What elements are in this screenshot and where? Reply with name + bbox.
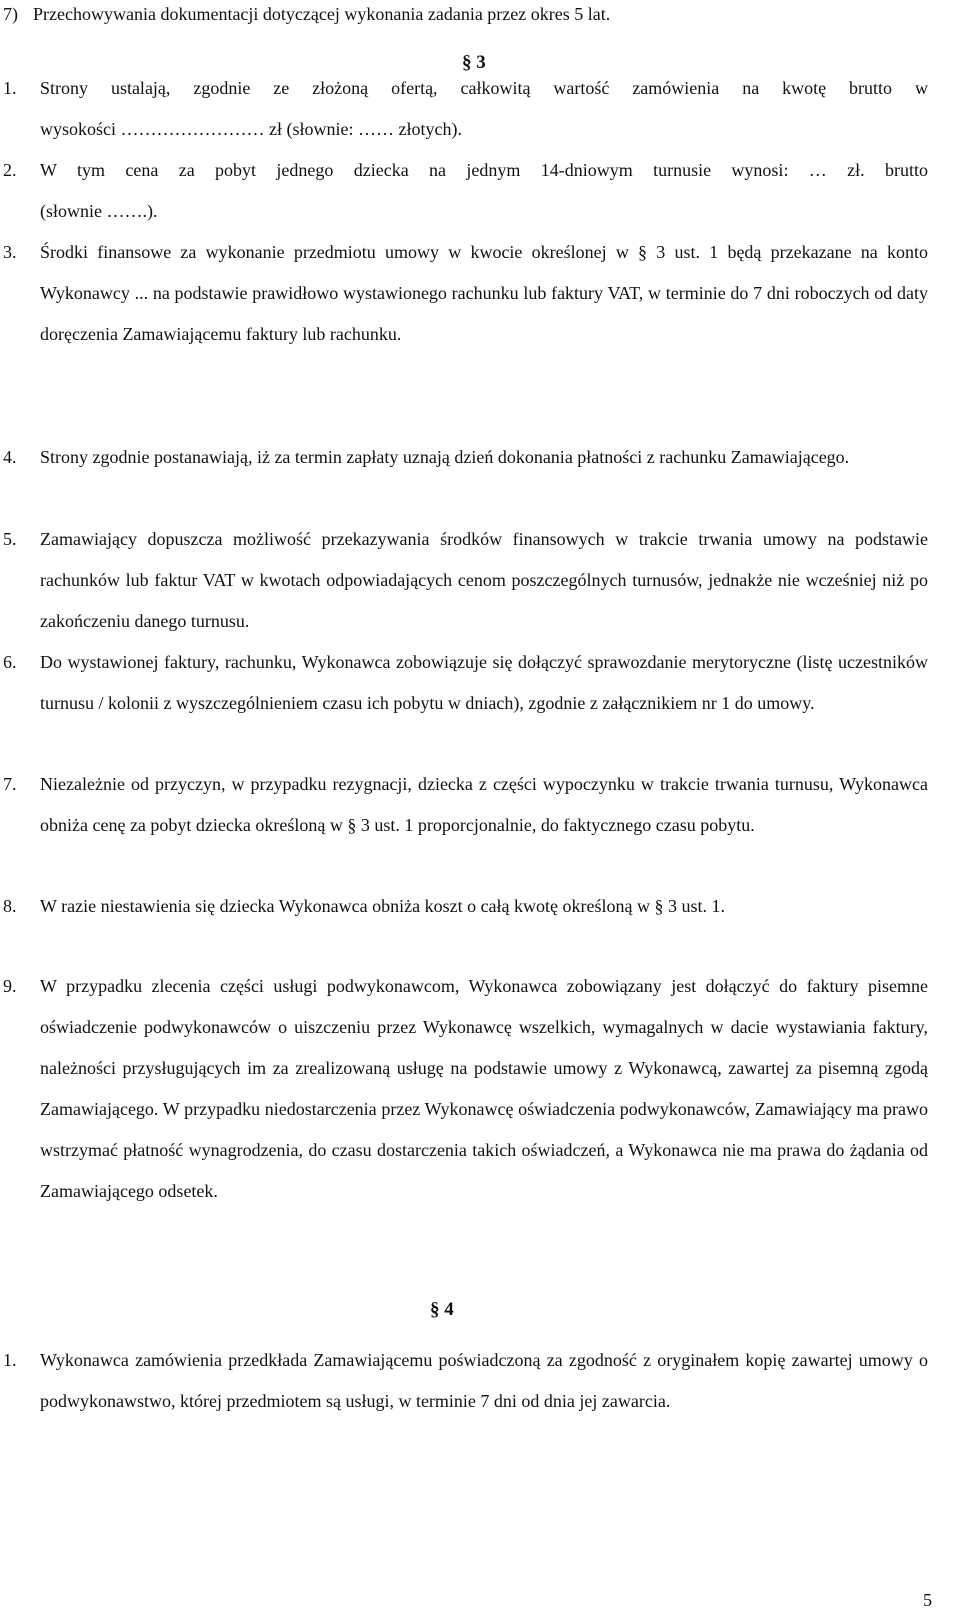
- paragraph-1: [40, 68, 928, 150]
- list-item-text: Przechowywania dokumentacji dotyczącej wykonania zadania przez okres 5 lat.: [33, 4, 611, 24]
- paragraph-number: 9.: [3, 976, 17, 996]
- paragraph-6: Do wystawionej faktury, rachunku, Wykonawca zobowiązuje się dołączyć sprawozdanie merytoryczne (listę uczestników turnusu / kolonii z wyszczególnieniem czasu ich pobytu w dniach), zgodnie z załącznikiem nr 1 do umowy.: [40, 652, 928, 713]
- section-4-paragraph-1: Wykonawca zamówienia przedkłada Zamawiającemu poświadczoną za zgodność z oryginałem kopię zawartej umowy o podwykonawstwo, której przedmiotem są usługi, w terminie 7 dni od dnia jej zawarcia.: [40, 1350, 928, 1411]
- section-heading-3: § 3: [462, 52, 486, 73]
- paragraph-number: 2.: [3, 160, 17, 180]
- paragraph-number: 4.: [3, 447, 17, 467]
- paragraph-number: 1.: [3, 1350, 17, 1370]
- paragraph-9: W przypadku zlecenia części usługi podwykonawcom, Wykonawca zobowiązany jest dołączyć do faktury pisemne oświadczenie podwykonawców o uiszczeniu przez Wykonawcę wszelkich, wymagalnych w dacie wystawiania faktury, należności przysługujących im za zrealizowaną usługę na podstawie umowy z Wykonawcą, zawartej za pisemną zgodą Zamawiającego. W przypadku niedostarczenia przez Wykonawcę oświadczenia podwykonawców, Zamawiający ma prawo wstrzymać płatność wynagrodzenia, do czasu dostarczenia takich oświadczeń, a Wykonawca nie ma prawa do żądania od Zamawiającego odsetek.: [40, 976, 928, 1201]
- paragraph-number: 6.: [3, 652, 17, 672]
- paragraph-number: 8.: [3, 896, 17, 916]
- section-heading-4: § 4: [430, 1299, 454, 1320]
- paragraph-5: Zamawiający dopuszcza możliwość przekazywania środków finansowych w trakcie trwania umowy na podstawie rachunków lub faktur VAT w kwotach odpowiadających cenom poszczególnych turnusów, jednakże nie wcześniej niż po zakończeniu danego turnusu.: [40, 529, 928, 631]
- paragraph-number: 3.: [3, 242, 17, 262]
- list-item-number: 7): [3, 4, 18, 24]
- paragraph-4: Strony zgodnie postanawiają, iż za termin zapłaty uznają dzień dokonania płatności z rachunku Zamawiającego.: [40, 447, 850, 467]
- paragraph-3: Środki finansowe za wykonanie przedmiotu umowy w kwocie określonej w § 3 ust. 1 będą przekazane na konto Wykonawcy ... na podstawie prawidłowo wystawionego rachunku lub faktury VAT, w terminie do 7 dni roboczych od daty doręczenia Zamawiającemu faktury lub rachunku.: [40, 242, 928, 344]
- paragraph-7: Niezależnie od przyczyn, w przypadku rezygnacji, dziecka z części wypoczynku w trakcie trwania turnusu, Wykonawca obniża cenę za pobyt dziecka określoną w § 3 ust. 1 proporcjonalnie, do faktycznego czasu pobytu.: [40, 774, 928, 835]
- paragraph-number: 7.: [3, 774, 17, 794]
- page-number: 5: [923, 1590, 932, 1610]
- paragraph-2: [40, 150, 928, 232]
- paragraph-number: 1.: [3, 78, 17, 98]
- paragraph-2-line-2: (słownie …….).: [40, 201, 158, 221]
- paragraph-8: W razie niestawienia się dziecka Wykonawca obniża koszt o całą kwotę określoną w § 3 ust. 1.: [40, 896, 726, 916]
- paragraph-number: 5.: [3, 529, 17, 549]
- paragraph-2-line-1: W tym cena za pobyt jednego dziecka na jednym 14-dniowym turnusie wynosi: … zł. brutto: [40, 160, 928, 180]
- paragraph-1-line-2: wysokości …………………… zł (słownie: …… złotych).: [40, 119, 462, 139]
- paragraph-1-line-1: Strony ustalają, zgodnie ze złożoną ofertą, całkowitą wartość zamówienia na kwotę brutto w: [40, 78, 928, 98]
